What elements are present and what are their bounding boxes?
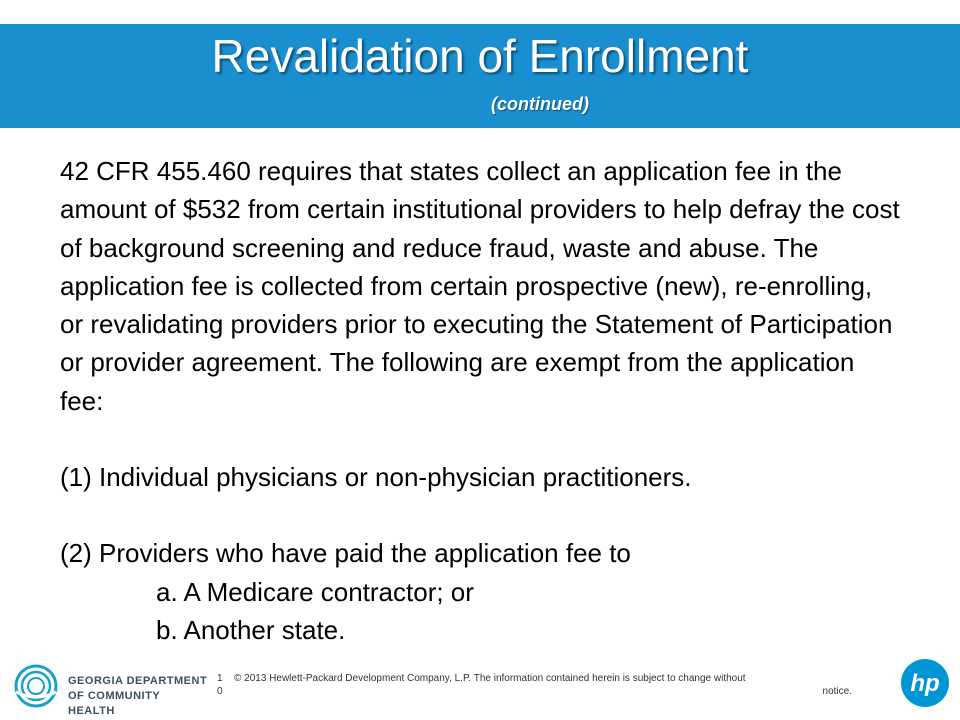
exempt-item-2b: b. Another state. [156, 614, 346, 645]
exempt-item-2: (2) Providers who have paid the application fee to [60, 538, 631, 569]
org-line-1: GEORGIA DEPARTMENT [68, 675, 208, 687]
body-paragraph: 42 CFR 455.460 requires that states collect an application fee in the amount of $532 from certain institutional providers to help defray the cost of background screening and reduce fraud, waste and abuse. The application fee is collected from certain prospective (new), re-enrolling, or revalidating providers prior to executing the Statement of Participation or provider agreement. The following are exempt from the application fee: [60, 156, 900, 416]
copyright-line-2: notice. [822, 686, 852, 697]
dch-logo [10, 662, 210, 717]
slide-body [60, 152, 900, 649]
page-number: 1 0 [217, 673, 223, 697]
copyright-notice [234, 672, 852, 698]
spacer [60, 496, 900, 534]
hp-logo-icon [900, 658, 950, 708]
dch-logo-text [68, 674, 210, 719]
slide-title: Revalidation of Enrollment [211, 30, 749, 82]
exempt-item-2a: a. A Medicare contractor; or [156, 576, 474, 607]
exempt-item-1: (1) Individual physicians or non-physician practitioners. [60, 462, 692, 493]
spacer [60, 420, 900, 458]
copyright-line-1: © 2013 Hewlett-Packard Development Company, L.P. The information contained herein is subject to change without [234, 673, 746, 684]
org-line-2: OF COMMUNITY HEALTH [68, 690, 160, 717]
dch-logo-icon [10, 662, 62, 710]
slide-subtitle: (continued) [491, 94, 589, 114]
hp-logo-text: hp [910, 670, 940, 697]
